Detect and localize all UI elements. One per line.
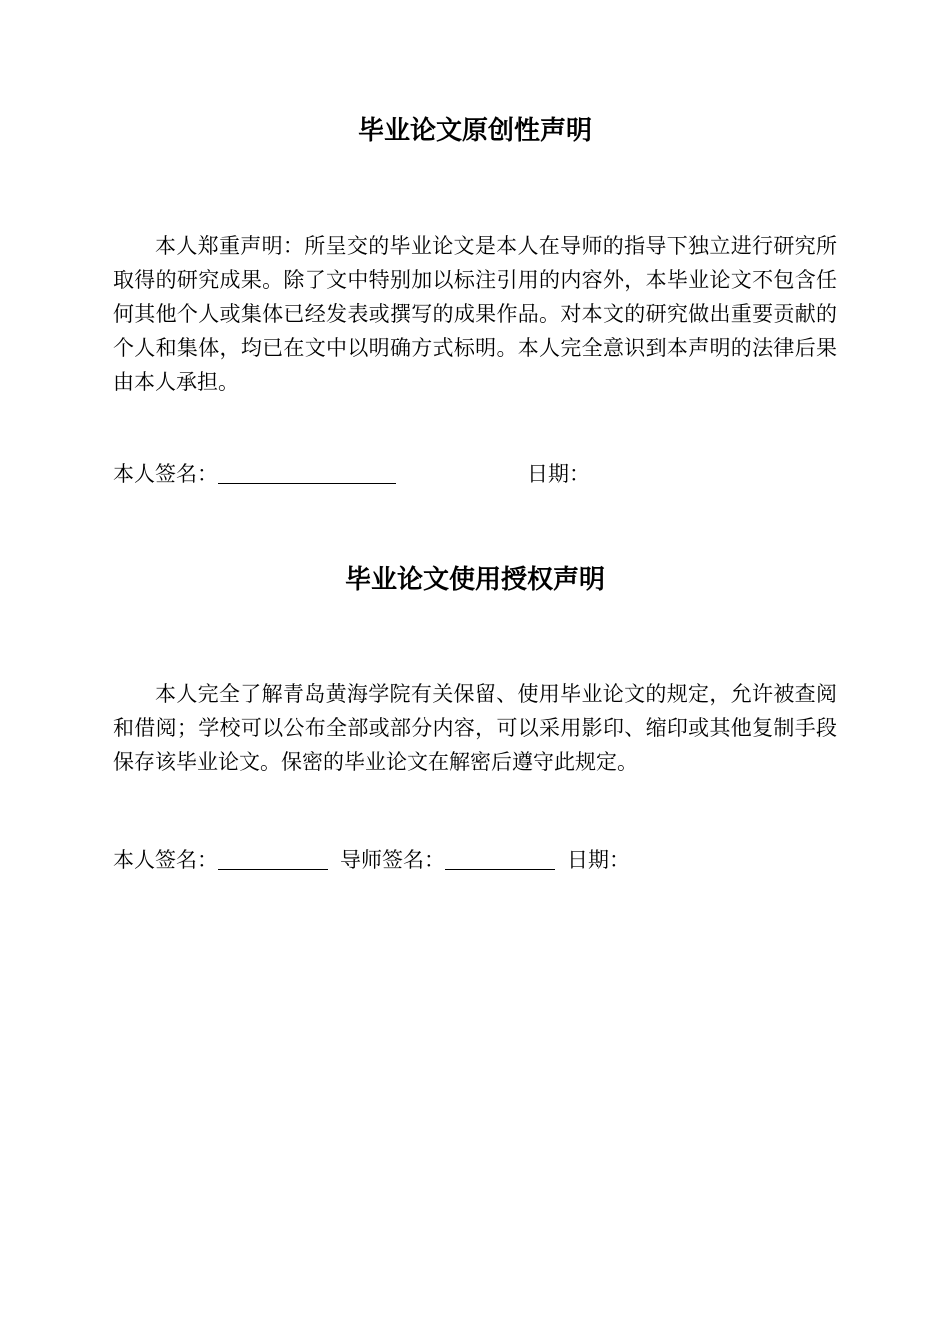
authorization-signature-line: [113, 843, 837, 877]
signature-blank: [218, 843, 328, 870]
date-label: 日期：: [527, 462, 590, 486]
advisor-signature-blank: [445, 843, 555, 870]
authorization-title: 毕业论文使用授权声明: [344, 565, 605, 595]
authorization-paragraph: 本人完全了解青岛黄海学院有关保留、使用毕业论文的规定，允许被查阅和借阅；学校可以公布全部或部分内容，可以采用影印、缩印或其他复制手段保存该毕业论文。保密的毕业论文在解密后遵守此规定。: [113, 682, 837, 774]
signature-label: 本人签名：: [113, 462, 218, 486]
signature-blank: [218, 457, 396, 484]
signature-label: 本人签名：: [113, 848, 218, 872]
date-label: 日期：: [567, 848, 630, 872]
declaration-signature-line: [113, 457, 837, 491]
advisor-signature-label: 导师签名：: [340, 848, 445, 872]
declaration-title: 毕业论文原创性声明: [357, 116, 592, 146]
declaration-paragraph: 本人郑重声明：所呈交的毕业论文是本人在导师的指导下独立进行研究所取得的研究成果。除了文中特别加以标注引用的内容外，本毕业论文不包含任何其他个人或集体已经发表或撰写的成果作品。对本文的研究做出重要贡献的个人和集体，均已在文中以明确方式标明。本人完全意识到本声明的法律后果由本人承担。: [113, 234, 837, 394]
